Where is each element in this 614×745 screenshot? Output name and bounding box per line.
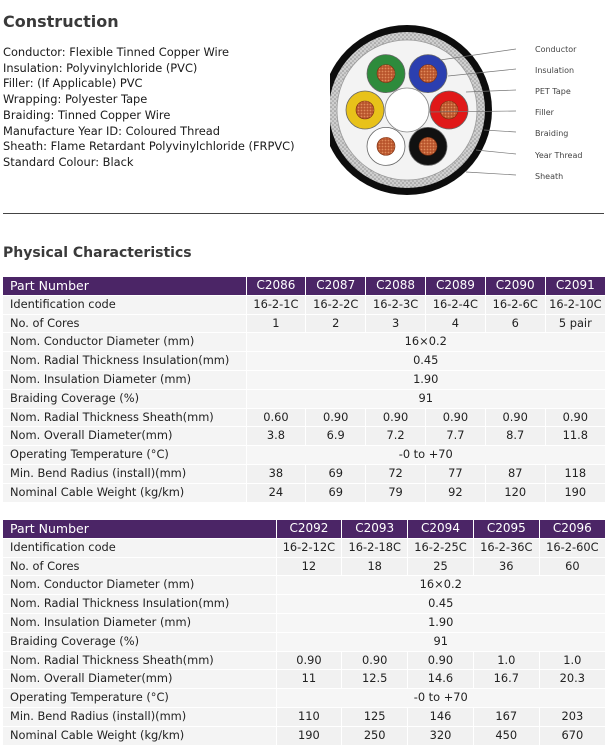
table-row: [3, 689, 605, 708]
row-label: Operating Temperature (°C): [3, 446, 246, 465]
table-cell: 250: [342, 726, 408, 744]
table-cell: 16-2-10C: [545, 295, 605, 314]
table-cell: 320: [408, 726, 474, 744]
spec-conductor: Conductor: Flexible Tinned Copper Wire: [3, 45, 230, 59]
label-year-thread: Year Thread: [535, 151, 583, 160]
table-row: [3, 333, 605, 352]
row-label: Nominal Cable Weight (kg/km): [3, 483, 246, 501]
row-label: Braiding Coverage (%): [3, 389, 246, 408]
table-cell: 3.8: [246, 427, 306, 446]
table-cell: 6.9: [306, 427, 366, 446]
table-cell: 2: [306, 314, 366, 333]
row-label: Braiding Coverage (%): [3, 632, 276, 651]
table-cell: 0.90: [408, 651, 474, 670]
construction-heading: Construction: [3, 12, 119, 31]
spec-wrapping: Wrapping: Polyester Tape: [3, 92, 148, 107]
row-label: Nom. Insulation Diameter (mm): [3, 370, 246, 389]
part-number-cell: C2086: [246, 277, 306, 295]
table-cell: 77: [425, 464, 485, 483]
table-cell: 125: [342, 707, 408, 726]
part-number-cell: C2090: [485, 277, 545, 295]
row-label: Min. Bend Radius (install)(mm): [3, 707, 276, 726]
table-cell: 190: [276, 726, 342, 744]
table-cell: 16-2-12C: [276, 538, 342, 557]
table-cell: 0.90: [425, 408, 485, 427]
table-row: [3, 352, 605, 371]
core-conductor: [377, 137, 395, 155]
table-row: [3, 427, 605, 446]
table-row: [3, 408, 605, 427]
row-label: No. of Cores: [3, 557, 276, 576]
row-label: Nom. Overall Diameter(mm): [3, 670, 276, 689]
table-cell: 146: [408, 707, 474, 726]
core-conductor: [419, 137, 437, 155]
label-insulation: Insulation: [535, 66, 575, 75]
table-cell: 0.90: [342, 651, 408, 670]
table-cell: 1: [246, 314, 306, 333]
row-label: No. of Cores: [3, 314, 246, 333]
table-cell: 24: [246, 483, 306, 501]
table-cell: 18: [342, 557, 408, 576]
table-cell: 5 pair: [545, 314, 605, 333]
core-conductor: [440, 101, 458, 119]
spec-table-2: [3, 520, 605, 745]
table-cell: 450: [473, 726, 539, 744]
table-cell: 0.90: [545, 408, 605, 427]
spec-braiding: Braiding: Tinned Copper Wire: [3, 107, 171, 122]
table-cell: 16-2-1C: [246, 295, 306, 314]
part-number-header: Part Number: [3, 520, 276, 538]
table-cell: 60: [539, 557, 605, 576]
table-cell: 12.5: [342, 670, 408, 689]
label-braiding: Braiding: [535, 129, 569, 138]
table-cell: 0.45: [276, 595, 605, 614]
table-cell: 36: [473, 557, 539, 576]
row-label: Nom. Conductor Diameter (mm): [3, 576, 276, 595]
label-sheath: Sheath: [535, 172, 564, 181]
part-number-cell: C2089: [425, 277, 485, 295]
table-header-row: [3, 520, 605, 538]
cable-cross-section-diagram: [330, 22, 590, 202]
table-cell: 1.0: [539, 651, 605, 670]
table-cell: 79: [366, 483, 426, 501]
table-cell: 0.60: [246, 408, 306, 427]
part-number-header: Part Number: [3, 277, 246, 295]
part-number-cell: C2087: [306, 277, 366, 295]
table-cell: 91: [246, 389, 605, 408]
table-cell: 190: [545, 483, 605, 501]
row-label: Nom. Radial Thickness Sheath(mm): [3, 408, 246, 427]
table-cell: 16-2-60C: [539, 538, 605, 557]
spec-insulation: Insulation: Polyvinylchloride (PVC): [3, 60, 198, 75]
table-cell: 20.3: [539, 670, 605, 689]
physical-characteristics-heading: Physical Characteristics: [3, 245, 192, 261]
table-cell: 1.90: [276, 613, 605, 632]
table-cell: 16-2-6C: [485, 295, 545, 314]
label-conductor: Conductor: [535, 45, 577, 54]
table-cell: 69: [306, 464, 366, 483]
table-cell: 3: [366, 314, 426, 333]
table-row: [3, 707, 605, 726]
table-cell: 167: [473, 707, 539, 726]
table-header-row: [3, 277, 605, 295]
table-row: [3, 576, 605, 595]
table-cell: 1.0: [473, 651, 539, 670]
table-row: [3, 670, 605, 689]
table-row: [3, 538, 605, 557]
table-cell: 120: [485, 483, 545, 501]
table-cell: 12: [276, 557, 342, 576]
part-number-cell: C2091: [545, 277, 605, 295]
table-row: [3, 446, 605, 465]
table-cell: 11.8: [545, 427, 605, 446]
core-conductor: [356, 101, 374, 119]
spec-year-id: Manufacture Year ID: Coloured Thread: [3, 123, 220, 138]
table-cell: 16-2-4C: [425, 295, 485, 314]
table-cell: 16×0.2: [276, 576, 605, 595]
part-number-cell: C2092: [276, 520, 342, 538]
table-cell: 4: [425, 314, 485, 333]
table-row: [3, 651, 605, 670]
table-row: [3, 295, 605, 314]
table-cell: 0.90: [485, 408, 545, 427]
table-cell: 110: [276, 707, 342, 726]
table-cell: 69: [306, 483, 366, 501]
row-label: Operating Temperature (°C): [3, 689, 276, 708]
row-label: Nom. Conductor Diameter (mm): [3, 333, 246, 352]
part-number-cell: C2096: [539, 520, 605, 538]
table-cell: 16×0.2: [246, 333, 605, 352]
spec-sheath: Sheath: Flame Retardant Polyvinylchloride (FRPVC): [3, 139, 295, 154]
table-cell: 6: [485, 314, 545, 333]
table-row: [3, 370, 605, 389]
table-cell: 118: [545, 464, 605, 483]
table-cell: 203: [539, 707, 605, 726]
table-cell: 670: [539, 726, 605, 744]
core-conductor: [419, 65, 437, 83]
table-cell: 11: [276, 670, 342, 689]
table-cell: 16-2-3C: [366, 295, 426, 314]
table-cell: 7.2: [366, 427, 426, 446]
table-cell: 92: [425, 483, 485, 501]
table-cell: -0 to +70: [246, 446, 605, 465]
row-label: Nom. Radial Thickness Insulation(mm): [3, 595, 276, 614]
part-number-cell: C2093: [342, 520, 408, 538]
table-row: [3, 557, 605, 576]
table-cell: 8.7: [485, 427, 545, 446]
table-cell: 0.45: [246, 352, 605, 371]
construction-spec-list: [3, 45, 295, 171]
core-conductor: [377, 65, 395, 83]
table-cell: 16-2-36C: [473, 538, 539, 557]
spec-table-1: [3, 277, 605, 502]
row-label: Nom. Overall Diameter(mm): [3, 427, 246, 446]
row-label: Nom. Insulation Diameter (mm): [3, 613, 276, 632]
table-row: [3, 464, 605, 483]
table-row: [3, 726, 605, 744]
table-cell: 72: [366, 464, 426, 483]
table-cell: 16-2-25C: [408, 538, 474, 557]
table-cell: 16.7: [473, 670, 539, 689]
table-cell: -0 to +70: [276, 689, 605, 708]
row-label: Nominal Cable Weight (kg/km): [3, 726, 276, 744]
row-label: Identification code: [3, 295, 246, 314]
table-cell: 25: [408, 557, 474, 576]
label-filler: Filler: [535, 108, 554, 117]
spec-filler: Filler: (If Applicable) PVC: [3, 76, 143, 91]
part-number-cell: C2095: [473, 520, 539, 538]
table-cell: 87: [485, 464, 545, 483]
label-pet-tape: PET Tape: [535, 87, 571, 96]
table-row: [3, 632, 605, 651]
table-cell: 0.90: [276, 651, 342, 670]
filler-center: [385, 88, 429, 132]
row-label: Identification code: [3, 538, 276, 557]
table-row: [3, 595, 605, 614]
section-divider: [3, 213, 604, 214]
spec-colour: Standard Colour: Black: [3, 154, 134, 169]
table-cell: 1.90: [246, 370, 605, 389]
table-cell: 91: [276, 632, 605, 651]
table-cell: 0.90: [366, 408, 426, 427]
table-cell: 38: [246, 464, 306, 483]
table-cell: 7.7: [425, 427, 485, 446]
table-row: [3, 314, 605, 333]
table-row: [3, 389, 605, 408]
table-row: [3, 483, 605, 501]
row-label: Nom. Radial Thickness Insulation(mm): [3, 352, 246, 371]
part-number-cell: C2088: [366, 277, 426, 295]
table-row: [3, 613, 605, 632]
table-cell: 0.90: [306, 408, 366, 427]
row-label: Min. Bend Radius (install)(mm): [3, 464, 246, 483]
row-label: Nom. Radial Thickness Sheath(mm): [3, 651, 276, 670]
part-number-cell: C2094: [408, 520, 474, 538]
table-cell: 16-2-2C: [306, 295, 366, 314]
table-cell: 14.6: [408, 670, 474, 689]
table-cell: 16-2-18C: [342, 538, 408, 557]
